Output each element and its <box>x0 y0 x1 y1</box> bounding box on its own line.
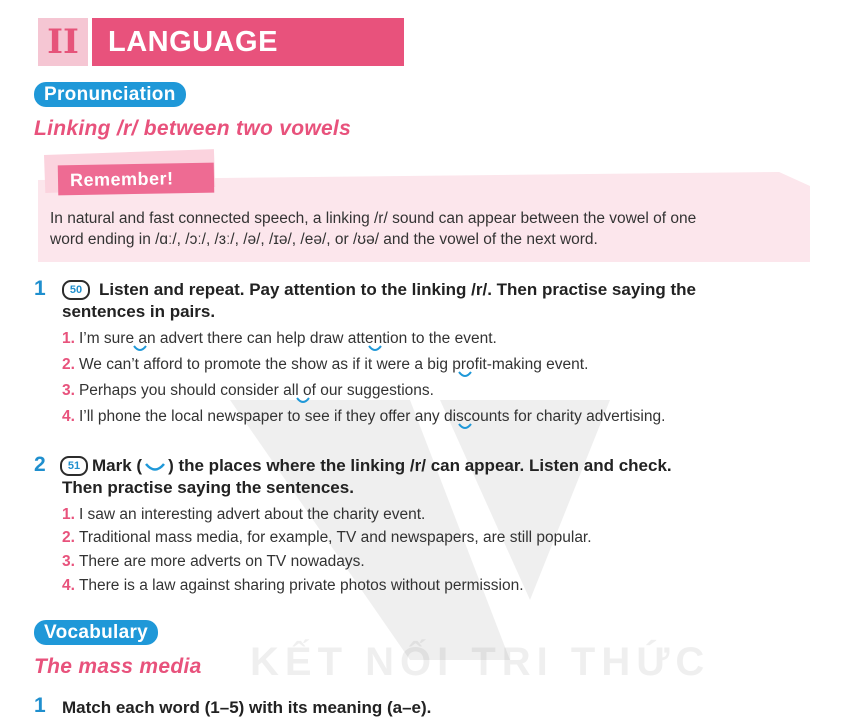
linking-arc-icon <box>368 345 382 353</box>
section-number: II <box>38 18 88 66</box>
remember-line-2: word ending in /ɑː/, /ɔː/, /ɜː/, /ə/, /ɪə/, /eə/, or /ʊə/ and the vowel of the next word. <box>50 231 598 248</box>
pronunciation-label: Pronunciation <box>34 82 186 107</box>
task-1-item: 2. We can’t afford to promote the show as if it were a big profit-making event. <box>62 356 589 373</box>
task-1-line-2: sentences in pairs. <box>62 302 216 321</box>
section-title: LANGUAGE <box>92 18 404 66</box>
remember-tag: Remember! <box>58 163 214 196</box>
task-1-number: 1 <box>34 277 46 300</box>
task-1-item: 3. Perhaps you should consider all of our suggestions. <box>62 382 434 399</box>
vocabulary-label: Vocabulary <box>34 620 158 645</box>
task-2-item: 2. Traditional mass media, for example, TV and newspapers, are still popular. <box>62 529 592 546</box>
audio-track-51-icon[interactable]: 51 <box>60 456 88 476</box>
publisher-watermark-text: KẾT NỐI TRI THỨC <box>250 640 711 684</box>
linking-arc-icon <box>458 371 472 379</box>
task-2-item: 3. There are more adverts on TV nowadays. <box>62 553 365 570</box>
task-2-item: 4. There is a law against sharing private photos without permission. <box>62 577 524 594</box>
task-2-item: 1. I saw an interesting advert about the charity event. <box>62 506 426 523</box>
mark-arc-icon <box>144 461 166 473</box>
pronunciation-subtitle: Linking /r/ between two vowels <box>34 117 352 140</box>
task-2-instruction: Mark ( ) the places where the linking /r/ can appear. Listen and check. <box>92 456 672 475</box>
linking-arc-icon <box>296 397 310 405</box>
task-2-line-2: Then practise saying the sentences. <box>62 478 354 497</box>
vocabulary-subtitle: The mass media <box>34 655 202 678</box>
task-1-instruction <box>99 279 819 301</box>
vocab-task-1-instruction: Match each word (1–5) with its meaning (a–e). <box>62 698 432 717</box>
linking-arc-icon <box>133 345 147 353</box>
audio-track-50-icon[interactable]: 50 <box>62 280 90 300</box>
linking-arc-icon <box>458 423 472 431</box>
task-1-item: 4. I’ll phone the local newspaper to see if they offer any discounts for charity advertising. <box>62 408 666 425</box>
remember-line-1: In natural and fast connected speech, a linking /r/ sound can appear between the vowel of one <box>50 210 697 227</box>
task-1-line-1: Listen and repeat. Pay attention to the linking /r/. Then practise saying the <box>99 280 697 299</box>
vocab-task-1-number: 1 <box>34 694 46 717</box>
remember-text <box>50 208 810 250</box>
task-1-item: 1. I’m sure an advert there can help draw attention to the event. <box>62 330 497 347</box>
task-2-number: 2 <box>34 453 46 476</box>
